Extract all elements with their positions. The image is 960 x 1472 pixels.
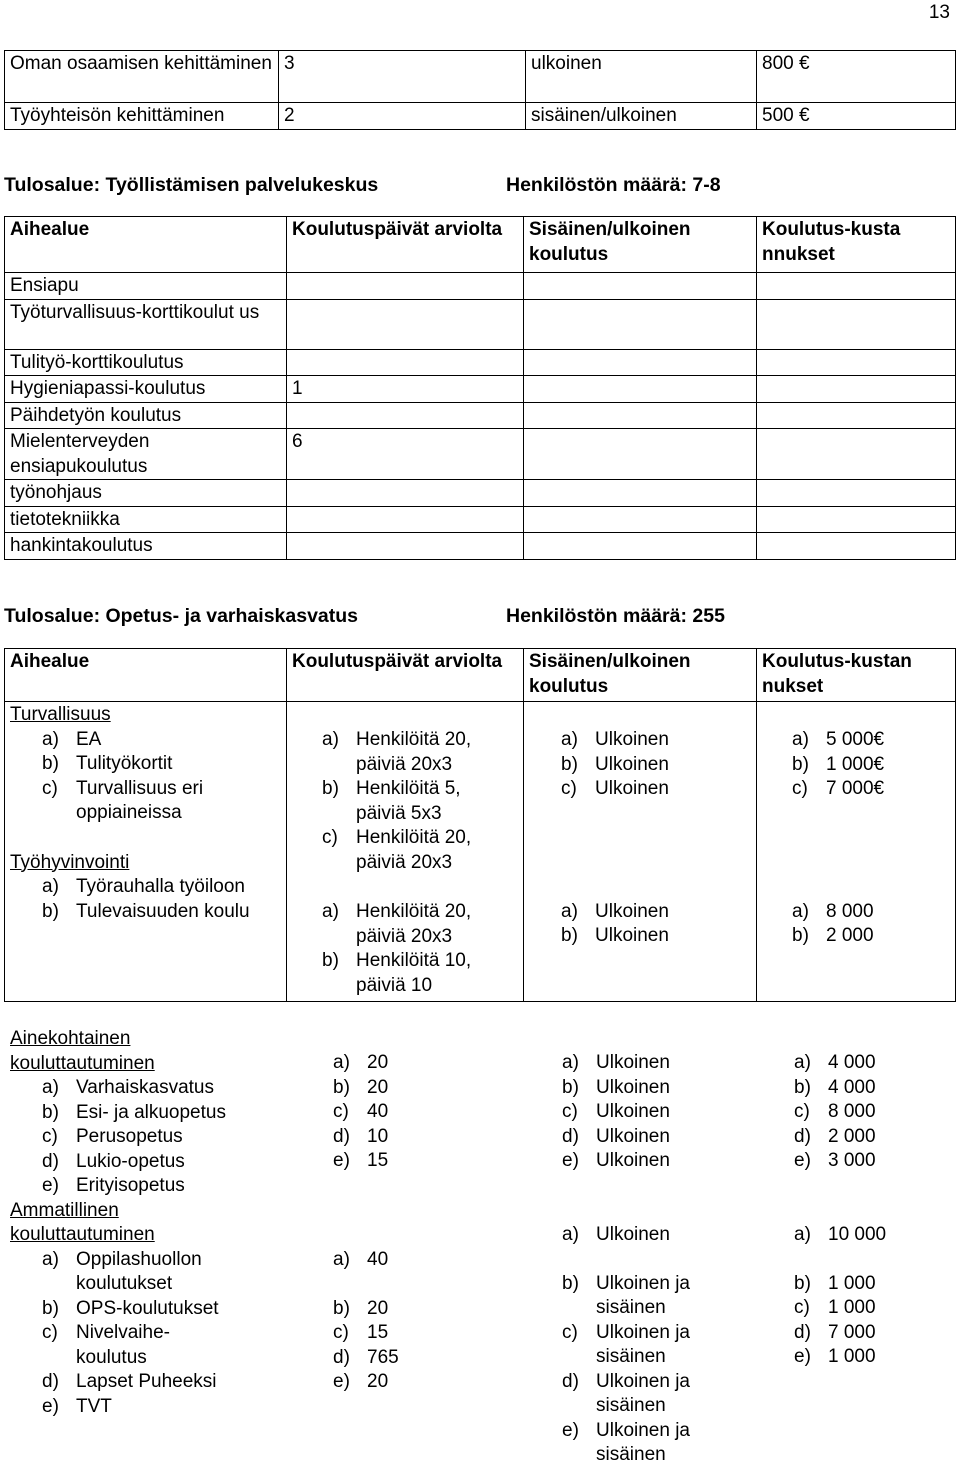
list-item: a) Ulkoinen [562,1223,670,1245]
list-item: b) Henkilöitä 10, päiviä 10 [322,950,472,996]
list-item: a) Henkilöitä 20, päiviä 20x3 [322,901,472,947]
list-item: b) OPS-koulutukset [42,1297,219,1319]
table-row [5,51,956,103]
days-cell [287,702,524,1002]
list-item: b) 1 000 [794,1272,876,1294]
list-item: d) 765 [333,1346,399,1368]
type-cell [524,376,757,403]
list-item: a) 8 000 [792,900,874,922]
type-cell [524,402,757,429]
group-title: Työhyvinvointi [10,851,130,873]
topic-cell: hankintakoulutus [5,533,287,560]
days-cell: 3 [279,51,526,103]
list-item: e) 15 [333,1150,389,1171]
list-item: b) Esi- ja alkuopetus [42,1101,226,1123]
type-list [529,900,751,949]
list-item: d) Lukio-opetus [42,1150,185,1172]
list-item: b) Henkilöitä 5, päiviä 5x3 [322,778,461,824]
cost-cell: 500 € [757,103,956,130]
list-item: b) Ulkoinen ja sisäinen [562,1272,690,1318]
topic-cell: Ensiapu [5,273,287,300]
table-row [5,533,956,560]
days-cell [287,533,524,560]
topic-column [10,1027,285,1419]
cost-cell [757,349,956,376]
type-cell [524,480,757,507]
list-item: a) Työrauhalla työiloon [42,876,245,897]
list-item: d) 10 [333,1125,389,1147]
table-row [5,402,956,429]
list-item: a) Henkilöitä 20, päiviä 20x3 [322,729,472,775]
list-item: b) 1 000€ [792,753,885,775]
list-item: a) Oppilashuollon koulutukset [42,1248,202,1294]
staff-count: Henkilöstön määrä: 7-8 [506,174,721,196]
days-list [292,728,502,875]
cost-cell [757,273,956,300]
list-item: b) 2 000 [792,925,874,946]
type-cell [524,533,757,560]
list-item: c) 1 000 [794,1297,876,1318]
topic-cell: Työturvallisuus-korttikoulut us [5,299,287,349]
list-item: d) Ulkoinen ja sisäinen [562,1370,690,1416]
section-title: Tulosalue: Opetus- ja varhaiskasvatus [4,605,359,627]
topic-cell: Mielenterveyden ensiapukoulutus [5,429,287,480]
list-item: a) Ulkoinen [561,900,669,922]
section1-table [4,216,956,560]
group-title: Ammatillinen kouluttautuminen [10,1199,155,1245]
column-header: Aihealue [5,649,287,702]
type-cell [524,429,757,480]
list-item: a) Ulkoinen [562,1052,670,1073]
topic-cell: Päihdetyön koulutus [5,402,287,429]
days-cell [287,349,524,376]
list-item: d) Ulkoinen [562,1125,670,1147]
list-item: c) 15 [333,1322,389,1343]
days-list [292,900,502,998]
days-column [333,1051,533,1395]
list-item: b) 20 [333,1297,389,1319]
group-title: Ainekohtainen kouluttautuminen [10,1028,155,1074]
list-item: c) Henkilöitä 20, päiviä 20x3 [322,827,472,873]
type-cell [524,702,757,1002]
days-cell: 1 [287,376,524,403]
cost-list [762,900,950,949]
list-item: c) Ulkoinen ja sisäinen [562,1321,690,1367]
days-cell [287,480,524,507]
column-header: Sisäinen/ulkoinen koulutus [524,649,757,702]
column-header: Koulutuspäivät arviolta [287,649,524,702]
cost-cell [757,402,956,429]
list-item: a) 4 000 [794,1052,876,1073]
list-item: c) Ulkoinen [561,778,669,799]
topic-list [10,1076,285,1199]
table-header-row [5,649,956,702]
cost-list [794,1223,954,1370]
type-cell [524,299,757,349]
topic-cell: Työyhteisön kehittäminen [5,103,279,130]
topic-cell [5,702,287,1002]
days-list [333,1051,533,1174]
list-item: b) Ulkoinen [561,753,669,775]
list-item: e) TVT [42,1395,112,1417]
column-header: Aihealue [5,217,287,273]
list-item: c) 8 000 [794,1101,876,1122]
list-item: d) 2 000 [794,1125,876,1147]
cost-cell [757,429,956,480]
list-item: d) Lapset Puheeksi [42,1371,217,1392]
table-row [5,273,956,300]
type-column [562,1051,752,1468]
list-item: e) Erityisopetus [42,1175,185,1196]
list-item: e) 1 000 [794,1346,876,1367]
list-item: b) Tulevaisuuden koulu [42,900,250,922]
list-item: b) Ulkoinen [562,1076,670,1098]
table-row [5,103,956,130]
section2-table [4,648,956,1002]
list-item: a) 20 [333,1052,389,1073]
cost-cell [757,376,956,403]
type-list [529,728,751,802]
section-title: Tulosalue: Työllistämisen palvelukeskus [4,174,379,196]
table-row [5,429,956,480]
type-list [562,1223,752,1468]
type-cell: ulkoinen [526,51,757,103]
cost-cell [757,299,956,349]
cost-cell [757,533,956,560]
cost-cell [757,702,956,1002]
days-cell [287,299,524,349]
cost-list [762,728,950,802]
table-row [5,349,956,376]
type-cell [524,506,757,533]
cost-cell: 800 € [757,51,956,103]
list-item: b) 4 000 [794,1076,876,1098]
type-cell: sisäinen/ulkoinen [526,103,757,130]
type-cell [524,273,757,300]
list-item: c) Nivelvaihe- koulutus [42,1322,170,1368]
list-item: b) Ulkoinen [561,925,669,946]
type-list [562,1051,752,1174]
list-item: e) Ulkoinen [562,1150,670,1171]
table-header-row [5,217,956,273]
days-cell [287,402,524,429]
list-item: e) Ulkoinen ja sisäinen [562,1419,690,1465]
list-item: a) Ulkoinen [561,729,669,750]
column-header: Koulutus-kustan nukset [757,649,956,702]
list-item: a) 10 000 [794,1223,887,1245]
table-row [5,299,956,349]
group-title: Turvallisuus [10,704,111,725]
topic-list [10,875,281,924]
list-item: c) Turvallisuus eri oppiaineissa [42,777,204,823]
topic-cell: Tulityö-korttikoulutus [5,349,287,376]
cost-cell [757,480,956,507]
type-cell [524,349,757,376]
top-table [4,50,956,130]
list-item: a) 40 [333,1248,389,1270]
list-item: e) 20 [333,1371,389,1392]
column-header: Koulutus-kusta nnukset [757,217,956,273]
list-item: c) 40 [333,1101,389,1122]
cost-column [794,1051,954,1370]
list-item: b) Tulityökortit [42,753,173,774]
topic-list [10,728,281,826]
topic-list [10,1248,242,1420]
days-cell: 6 [287,429,524,480]
table-row [5,376,956,403]
table-row [5,506,956,533]
days-cell [287,506,524,533]
topic-cell: Oman osaamisen kehittäminen [5,51,279,103]
topic-cell: työnohjaus [5,480,287,507]
days-cell [287,273,524,300]
list-item: c) 7 000€ [792,778,885,799]
list-item: a) EA [42,728,102,750]
staff-count: Henkilöstön määrä: 255 [506,605,725,627]
table-row [5,480,956,507]
table-row [5,702,956,1002]
list-item: d) 7 000 [794,1321,876,1343]
column-header: Sisäinen/ulkoinen koulutus [524,217,757,273]
list-item: a) Varhaiskasvatus [42,1077,214,1098]
list-item: c) Perusopetus [42,1126,183,1147]
cost-cell [757,506,956,533]
column-header: Koulutuspäivät arviolta [287,217,524,273]
days-cell: 2 [279,103,526,130]
list-item: a) 5 000€ [792,729,885,750]
days-list [333,1248,533,1395]
section-heading [4,173,721,198]
list-item: e) 3 000 [794,1150,876,1171]
section-heading [4,604,725,629]
page-number: 13 [928,2,950,23]
topic-cell: Hygieniapassi-koulutus [5,376,287,403]
cost-list [794,1051,954,1174]
list-item: c) Ulkoinen [562,1101,670,1122]
list-item: b) 20 [333,1076,389,1098]
topic-cell: tietotekniikka [5,506,287,533]
